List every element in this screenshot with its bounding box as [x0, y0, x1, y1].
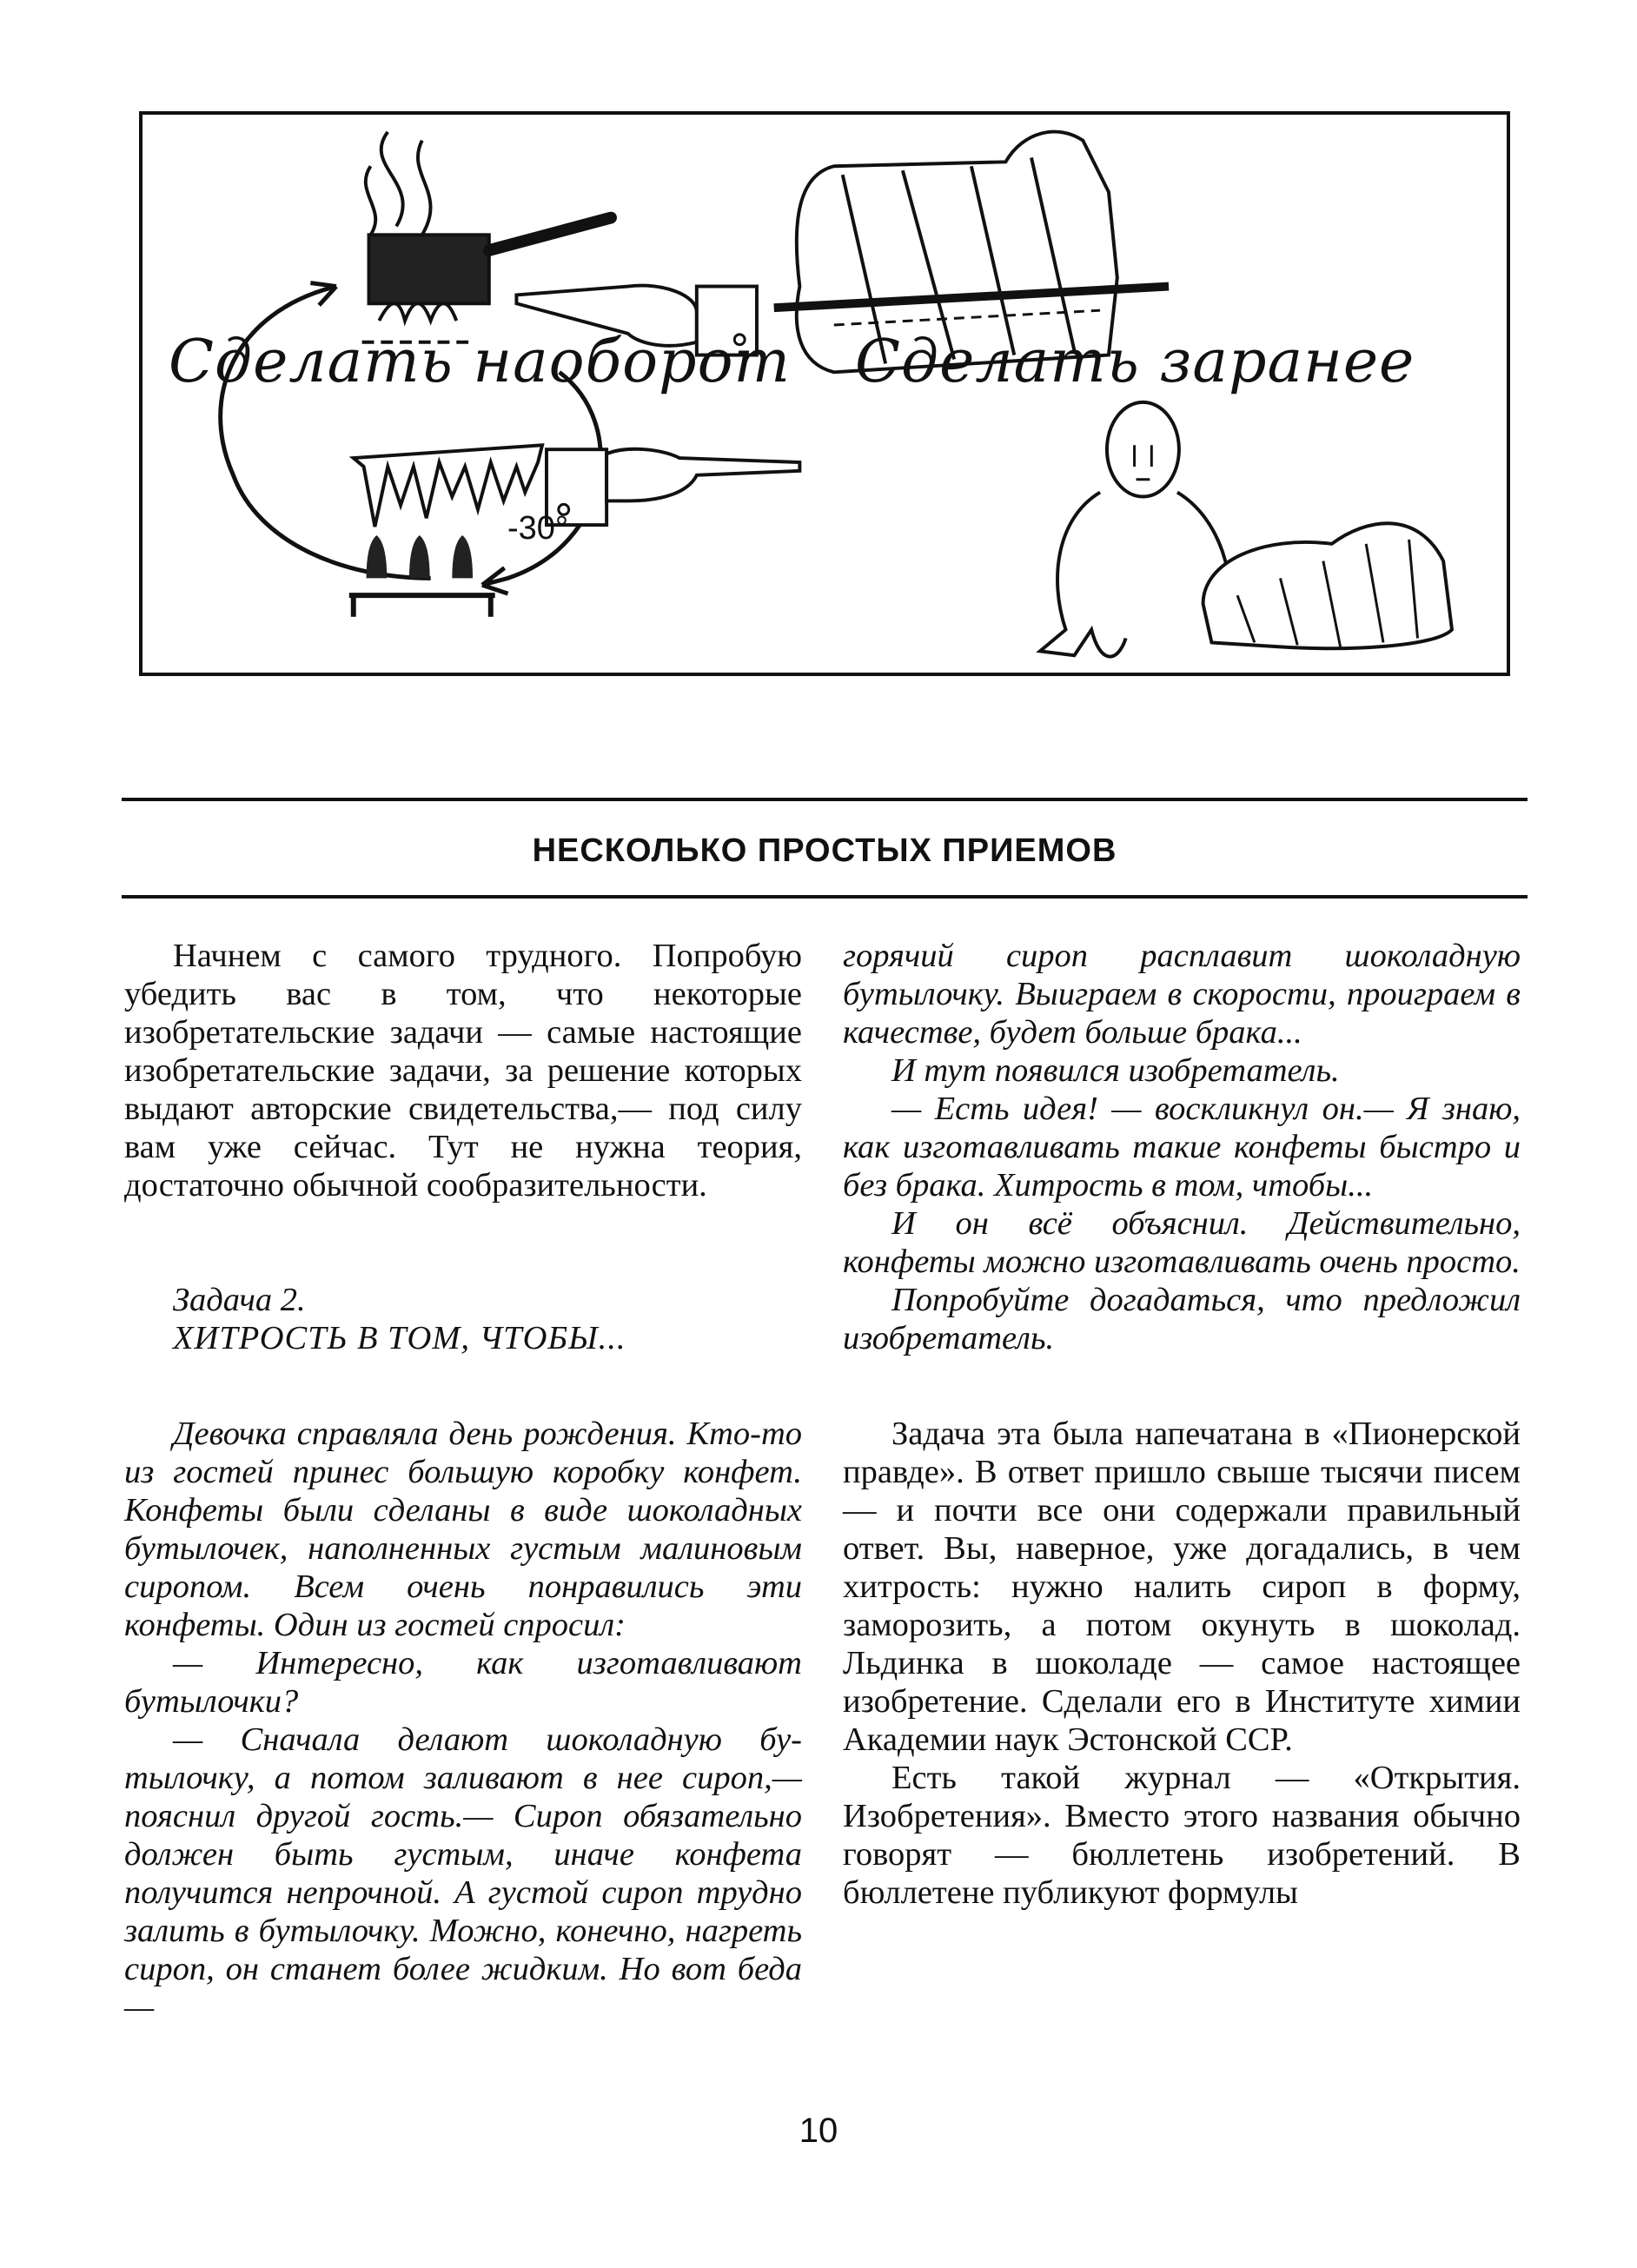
task-paragraph-8: Попробуйте догадаться, что предложил изобретатель.: [843, 1282, 1521, 1356]
task-paragraph-2: — Интересно, как изготавливают бутылочки?: [124, 1645, 802, 1720]
task-title: Задача 2.: [173, 1282, 306, 1318]
task-paragraph-3: — Сначала делают шоколадную бутылочку, а потом заливают в нее сироп,— пояснил другой гость.— Сироп обязательно должен быть густым, иначе конфета получится непрочной. А густой сироп трудно залить в бутылочку. Можно, конечно, нагреть сироп, он станет более жидким. Но вот беда —: [124, 1721, 802, 2026]
caption-do-in-advance: Сделать заранее: [855, 328, 1415, 396]
right-column: [843, 937, 1521, 1912]
left-column: [124, 937, 802, 2026]
task-paragraph-1: Девочка справляла день рождения. Кто-то из гостей принес большую коробку конфет. Конфеты были сделаны в виде шоколадных бутылочек, наполненных густым малиновым сиропом. Всем очень понравились эти конфеты. Один из гостей спросил:: [124, 1416, 802, 1643]
bottles-icon: [349, 535, 495, 617]
bottom-rule: [122, 895, 1528, 899]
intro-paragraph: Начнем с самого трудного. Попробую убедить вас в том, что некоторые изобретательские задачи — самые настоящие изобретательские задачи, за решение которых выдают авторские свидетельства,— под силу вам уже сейчас. Тут не нужна теория, достаточно обычной сообразительности.: [124, 938, 802, 1204]
top-rule: [122, 798, 1528, 801]
steam-icon: [366, 132, 431, 235]
page-number: 10: [799, 2112, 838, 2150]
caption-do-reverse: Сделать наоборот: [169, 328, 791, 396]
man-with-bandaged-leg-icon: [1040, 402, 1452, 657]
task-paragraph-7: И он всё объяснил. Действительно, конфеты можно изготавливать очень просто.: [843, 1205, 1521, 1280]
task-paragraph-4: горячий сироп расплавит шоколадную бутылочку. Выиграем в скорости, проиграем в качестве, будет больше брака...: [843, 938, 1521, 1051]
task-subtitle: ХИТРОСТЬ В ТОМ, ЧТОБЫ...: [173, 1320, 626, 1356]
section-heading: НЕСКОЛЬКО ПРОСТЫХ ПРИЕМОВ: [532, 832, 1117, 869]
answer-paragraph: Задача эта была напечатана в «Пионерской правде». В ответ пришло свыше тысячи писем — и почти все они содержали правильный ответ. Вы, наверное, уже догадались, в чем хитрость: нужно налить сироп в форму, заморозить, а потом окунуть в шоколад. Льдинка в шоколаде — самое настоящее изобретение. Сделали его в Институте химии Академии наук Эстонской ССР.: [843, 1416, 1521, 1758]
flame-icon: [379, 303, 456, 321]
task-paragraph-6: — Есть идея! — воскликнул он.— Я знаю, как изготавливать такие конфеты быстро и без брака. Хитрость в том, чтобы...: [843, 1091, 1521, 1204]
task-paragraph-5: И тут появился изобретатель.: [891, 1052, 1340, 1089]
journal-paragraph: Есть такой журнал — «Открытия. Изобретения». Вместо этого названия обычно говорят — бюллетень изобретений. В бюллетене публикуют формулы: [843, 1760, 1521, 1911]
pointing-hand-right-icon: [547, 449, 799, 525]
illustration-frame: [139, 111, 1510, 676]
temperature-label: -30°: [507, 510, 569, 547]
